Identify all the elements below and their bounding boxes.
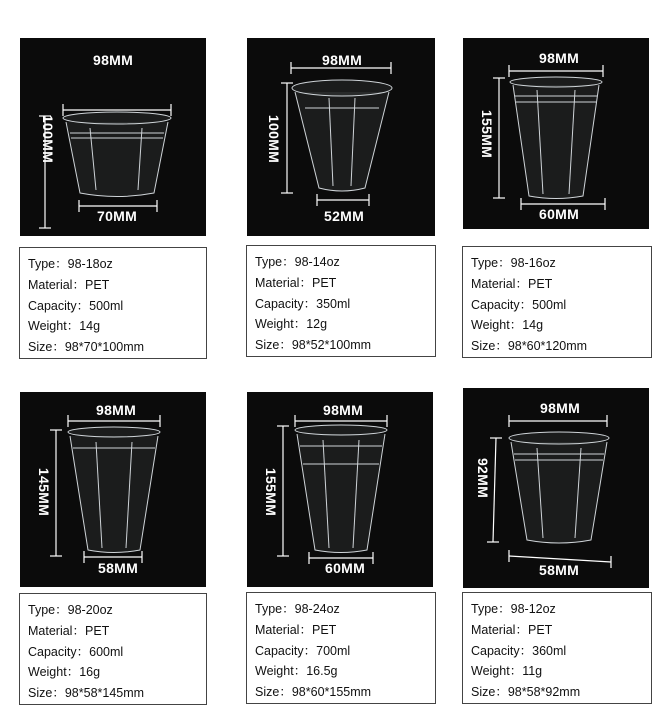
spec-row-weight: Weight ： 11g bbox=[471, 661, 651, 682]
spec-row-size: Size ： 98*70*100mm bbox=[28, 337, 206, 358]
spec-row-material: Material ： PET bbox=[28, 621, 206, 642]
spec-row-type: Type ： 98-16oz bbox=[471, 253, 651, 274]
spec-row-capacity: Capacity ： 600ml bbox=[28, 642, 206, 663]
spec-row-weight: Weight ： 16.5g bbox=[255, 661, 435, 682]
spec-row-weight: Weight ： 14g bbox=[28, 316, 206, 337]
spec-row-type: Type ： 98-24oz bbox=[255, 599, 435, 620]
dim-height: 100MM bbox=[40, 114, 57, 164]
spec-row-weight: Weight ： 12g bbox=[255, 314, 435, 335]
spec-row-material: Material ： PET bbox=[28, 275, 206, 296]
spec-row-size: Size ： 98*52*100mm bbox=[255, 335, 435, 356]
spec-table-3 bbox=[462, 246, 652, 358]
dim-top: 98MM bbox=[96, 402, 137, 418]
dim-top: 98MM bbox=[322, 52, 363, 68]
spec-table-4 bbox=[19, 593, 207, 705]
spec-row-capacity: Capacity ： 500ml bbox=[471, 295, 651, 316]
dim-top: 98MM bbox=[539, 50, 580, 66]
spec-row-type: Type ： 98-14oz bbox=[255, 252, 435, 273]
dim-bottom: 60MM bbox=[325, 560, 366, 576]
product-photo-5 bbox=[247, 392, 433, 587]
spec-row-type: Type ： 98-20oz bbox=[28, 600, 206, 621]
spec-row-capacity: Capacity ： 500ml bbox=[28, 296, 206, 317]
dim-height: 155MM bbox=[479, 109, 496, 159]
spec-row-size: Size ： 98*60*120mm bbox=[471, 336, 651, 357]
dim-bottom: 58MM bbox=[539, 562, 580, 578]
spec-row-material: Material ： PET bbox=[471, 274, 651, 295]
product-photo-2 bbox=[247, 38, 435, 236]
dim-bottom: 60MM bbox=[539, 206, 580, 222]
spec-row-capacity: Capacity ： 350ml bbox=[255, 294, 435, 315]
spec-table-5 bbox=[246, 592, 436, 704]
spec-table-6 bbox=[462, 592, 652, 704]
spec-row-type: Type ： 98-12oz bbox=[471, 599, 651, 620]
product-photo-4 bbox=[20, 392, 206, 587]
spec-table-1 bbox=[19, 247, 207, 359]
spec-row-material: Material ： PET bbox=[255, 273, 435, 294]
dim-height: 92MM bbox=[475, 457, 492, 499]
dim-bottom: 70MM bbox=[97, 208, 138, 224]
dim-top: 98MM bbox=[93, 52, 134, 68]
dim-top: 98MM bbox=[323, 402, 364, 418]
dim-height: 155MM bbox=[263, 467, 280, 517]
spec-row-size: Size ： 98*58*145mm bbox=[28, 683, 206, 704]
spec-row-weight: Weight ： 16g bbox=[28, 662, 206, 683]
spec-row-material: Material ： PET bbox=[255, 620, 435, 641]
spec-row-weight: Weight ： 14g bbox=[471, 315, 651, 336]
spec-row-capacity: Capacity ： 700ml bbox=[255, 641, 435, 662]
dim-bottom: 52MM bbox=[324, 208, 365, 224]
spec-table-2 bbox=[246, 245, 436, 357]
product-photo-1 bbox=[20, 38, 206, 236]
dim-height: 145MM bbox=[36, 467, 53, 517]
product-photo-6 bbox=[463, 388, 649, 588]
spec-row-size: Size ： 98*60*155mm bbox=[255, 682, 435, 703]
dim-bottom: 58MM bbox=[98, 560, 139, 576]
product-photo-3 bbox=[463, 38, 649, 229]
spec-row-material: Material ： PET bbox=[471, 620, 651, 641]
spec-row-type: Type ： 98-18oz bbox=[28, 254, 206, 275]
dim-height: 100MM bbox=[266, 114, 283, 164]
spec-row-size: Size ： 98*58*92mm bbox=[471, 682, 651, 703]
spec-row-capacity: Capacity ： 360ml bbox=[471, 641, 651, 662]
dim-top: 98MM bbox=[540, 400, 581, 416]
